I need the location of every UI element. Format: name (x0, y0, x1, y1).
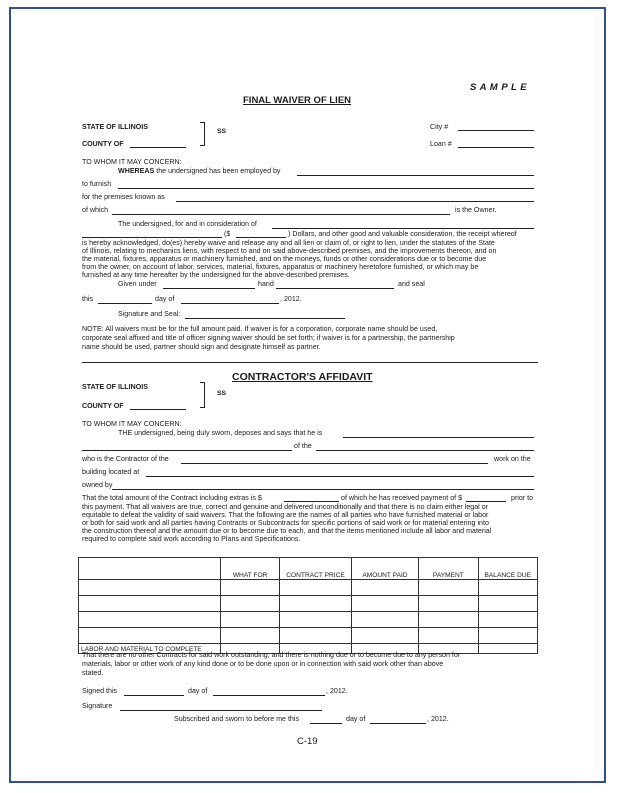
aff-company-field[interactable] (316, 450, 534, 451)
aff-ss-label: SS (217, 390, 227, 397)
page-number: C-19 (297, 736, 318, 747)
to-furnish-label: to furnish (82, 180, 112, 188)
signature-label: Signature (82, 702, 113, 710)
closing-line-3: stated. (82, 669, 104, 677)
affidavit-title: CONTRACTOR'S AFFIDAVIT (232, 371, 373, 383)
signed-this-label: Signed this (82, 687, 118, 695)
subscribed-year-label: , 2012. (427, 715, 449, 723)
aff-of-field[interactable] (82, 450, 292, 451)
closing-line-2: materials, labor or other work of any kind done or to be done upon or in connection with said work other than above (82, 660, 444, 668)
note-line-2: corporate seal affixed and title of officer signing waiver should be set forth; if waiver is for a partnership, the partnership (82, 334, 455, 342)
ss-brace (200, 122, 205, 146)
contractor-label: who is the Contractor of the (82, 455, 169, 463)
of-which-label: of which (82, 206, 109, 214)
hand-field[interactable] (276, 288, 394, 289)
county-field[interactable] (130, 147, 186, 148)
table-header-name (79, 558, 221, 580)
aff-title-field[interactable] (343, 437, 534, 438)
owned-by-label: owned by (82, 481, 113, 489)
aff-to-whom-label: TO WHOM IT MAY CONCERN: (82, 420, 182, 428)
day-field[interactable] (98, 303, 152, 304)
signature-seal-field[interactable] (185, 318, 345, 319)
premises-field[interactable] (176, 201, 534, 202)
waiver-para-1: is hereby acknowledged, do(es) hereby waive and release any and all lien or claim of, or right to lien, under the statutes of the State (82, 239, 495, 247)
total-field[interactable] (284, 501, 339, 502)
this-label: this (82, 295, 94, 303)
waiver-para-5: furnished at any time hereafter by the undersigned for the above-described premises. (82, 271, 350, 279)
dollars-open: ($ (224, 230, 231, 238)
table-header-what-for: WHAT FOR (220, 558, 279, 580)
signed-month-field[interactable] (213, 695, 325, 696)
labor-row-label: LABOR AND MATERIAL TO COMPLETE (79, 644, 221, 654)
table-header-balance-due: BALANCE DUE (478, 558, 537, 580)
aff-para-1: this payment. That all waivers are true, correct and genuine and delivered unconditionally and that there is no claim either legal or (82, 503, 489, 511)
waiver-title: FINAL WAIVER OF LIEN (243, 95, 352, 106)
hand-label: hand (258, 280, 274, 288)
subscribed-day-of-label: day of (346, 715, 366, 723)
signed-year-label: , 2012. (326, 687, 348, 695)
aff-para-4: the construction thereof and the amount due or to become due to each, and that the items mentioned include all labor and material (82, 527, 492, 535)
waiver-para-3: the material, fixtures, apparatus or machinery furnished, and on the moneys, funds or other considerations due or to become due (82, 255, 487, 263)
consideration-field[interactable] (272, 228, 534, 229)
waiver-para-4: from the owner, on account of labor, services, material, fixtures, apparatus or machinery heretofore furnished, or which may be (82, 263, 479, 271)
contractor-field[interactable] (181, 463, 488, 464)
is-owner-label: is the Owner. (455, 206, 497, 214)
sample-label: S A M P L E (470, 82, 528, 93)
city-label: City # (430, 123, 449, 131)
and-seal-label: and seal (398, 280, 425, 288)
work-on-label: work on the (494, 455, 531, 463)
signed-day-field[interactable] (124, 695, 184, 696)
month-field[interactable] (181, 303, 279, 304)
furnish-field[interactable] (118, 188, 534, 189)
signed-day-of-label: day of (188, 687, 208, 695)
ss-label: SS (217, 128, 227, 135)
aff-county-field[interactable] (130, 409, 186, 410)
prior-to-label: prior to (511, 494, 534, 502)
waiver-para-2: of Illinois, relating to mechanics liens, with respect to and on said above-described premises, and the improvements thereon, and on (82, 247, 497, 255)
table-row[interactable] (79, 612, 538, 628)
building-label: building located at (82, 468, 140, 476)
given-under-label: Given under (118, 280, 157, 288)
received-label: of which he has received payment of $ (341, 494, 463, 502)
table-row[interactable] (79, 596, 538, 612)
owned-by-field[interactable] (112, 489, 534, 490)
subscribed-day-field[interactable] (310, 723, 342, 724)
signature-field[interactable] (120, 710, 322, 711)
whereas-word: WHEREAS (118, 167, 155, 175)
amount-field[interactable] (236, 237, 286, 238)
subscribed-month-field[interactable] (370, 723, 426, 724)
city-field[interactable] (458, 130, 534, 131)
aff-ss-brace (200, 382, 205, 408)
table-header-amount-paid: AMOUNT PAID (351, 558, 418, 580)
consideration-label: The undersigned, for and in consideration of (118, 220, 257, 228)
note-line-3: name should be used, partner should sign and designate himself as partner. (82, 343, 321, 351)
total-label: That the total amount of the Contract including extras is $ (82, 494, 262, 502)
employer-field[interactable] (297, 175, 534, 176)
of-the-label: of the (294, 442, 312, 450)
table-header-row (79, 558, 538, 580)
table-header-payment: PAYMENT (419, 558, 478, 580)
table-header-contract-price: CONTRACT PRICE (280, 558, 351, 580)
aff-undersigned-label: THE undersigned, being duly sworn, deposes and says that he is (118, 429, 323, 437)
table-row[interactable] (79, 580, 538, 596)
closing-line-1: That there are no other Contracts for said work outstanding, and there is nothing due or to become due to any person for (82, 651, 461, 659)
owner-field[interactable] (112, 214, 450, 215)
to-whom-label: TO WHOM IT MAY CONCERN: (82, 158, 182, 166)
loan-field[interactable] (458, 147, 534, 148)
contracts-table (78, 557, 538, 654)
aff-para-3: or both for said work and all parties having Contracts or Subcontracts for specific portions of said work or for material entering into (82, 519, 489, 527)
subscribed-label: Subscribed and sworn to before me this (174, 715, 299, 723)
year-label: , 2012. (280, 295, 302, 303)
section-divider (82, 362, 538, 363)
aff-state-label: STATE OF ILLINOIS (82, 383, 148, 391)
signature-seal-label: Signature and Seal: (118, 310, 181, 318)
county-label: COUNTY OF (82, 140, 124, 148)
day-of-label: day of (155, 295, 175, 303)
note-line-1: NOTE: All waivers must be for the full amount paid. If waiver is for a corporation, corporate name should be used, (82, 325, 438, 333)
state-label: STATE OF ILLINOIS (82, 123, 148, 131)
aff-county-label: COUNTY OF (82, 402, 124, 410)
aff-para-2: equitable to defeat the validity of said waivers. That the following are the names of all parties who have furnished material or labor (82, 511, 489, 519)
premises-label: for the premises known as (82, 193, 165, 201)
amount-words-field[interactable] (82, 237, 222, 238)
building-field[interactable] (146, 476, 534, 477)
dollars-text: ) Dollars, and other good and valuable consideration, the receipt whereof (288, 230, 517, 238)
table-row[interactable] (79, 628, 538, 644)
received-field[interactable] (466, 501, 506, 502)
loan-label: Loan # (430, 140, 452, 148)
given-field[interactable] (163, 288, 255, 289)
aff-para-5: required to complete said work according to Plans and Specifications. (82, 535, 301, 543)
whereas-text: the undersigned has been employed by (156, 167, 281, 175)
